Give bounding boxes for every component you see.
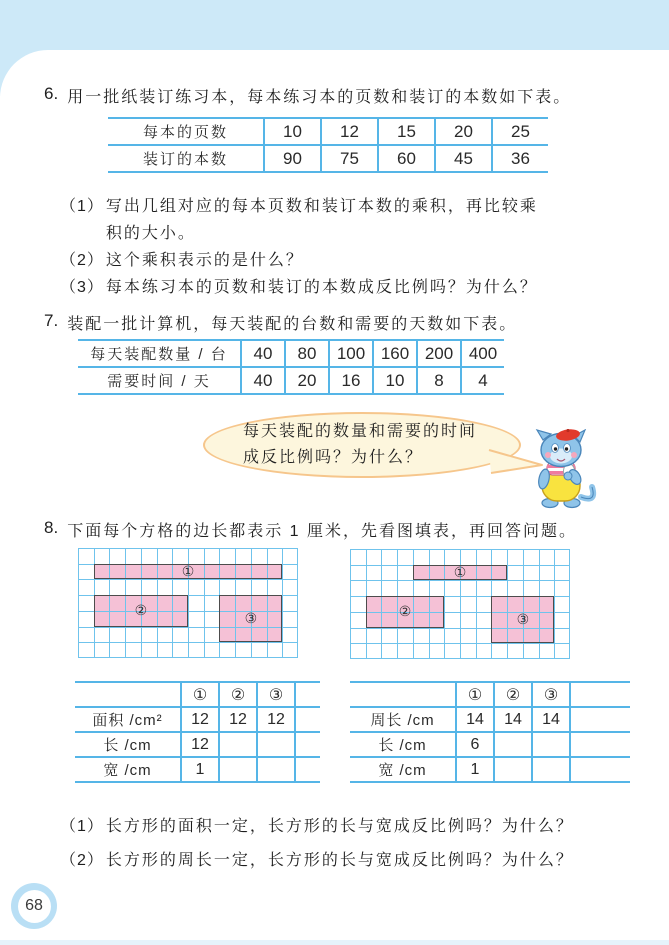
area-fill-table (75, 681, 320, 783)
problem-6-title (44, 84, 571, 107)
speech-bubble (203, 412, 521, 478)
table-cell: 12 (218, 708, 256, 731)
table-cell: 40 (240, 341, 284, 366)
cm-grid-area (78, 548, 298, 658)
table-cell: 45 (434, 146, 491, 171)
table-cell: 40 (240, 368, 284, 393)
table-cell: 14 (455, 708, 493, 731)
bubble-line: 成反比例吗？为什么？ (243, 449, 424, 466)
table-spacer (294, 683, 320, 706)
table-cell: 12 (180, 708, 218, 731)
rectangle-label: ② (398, 603, 412, 620)
table-cell (493, 758, 531, 781)
table-row (75, 756, 320, 781)
problem-number: 7. (44, 311, 59, 330)
table-cell: 400 (460, 341, 504, 366)
question-number: （1） (60, 818, 104, 835)
table-cell: 1 (180, 758, 218, 781)
table-cell: 14 (531, 708, 569, 731)
table-cell: 36 (491, 146, 548, 171)
row-label: 装订的本数 (142, 151, 228, 168)
table-header-row (350, 681, 630, 706)
table-row (78, 339, 504, 366)
row-label: 每天装配数量 / 台 (90, 346, 228, 363)
table-cell: 60 (377, 146, 434, 171)
column-header: ① (180, 683, 218, 706)
rectangle-label: ② (134, 602, 148, 619)
column-header: ① (455, 683, 493, 706)
grid-rectangle (491, 596, 554, 643)
grid-rectangle (413, 565, 507, 581)
question-6-3 (60, 274, 538, 301)
table-cell: 12 (180, 733, 218, 756)
table-row (350, 731, 630, 756)
question-number: （2） (60, 852, 104, 869)
table-cell: 75 (320, 146, 377, 171)
grid-rectangle (94, 564, 283, 580)
table-cell (218, 733, 256, 756)
problem-number: 8. (44, 518, 59, 537)
problem-8-title (44, 518, 577, 541)
perimeter-fill-table (350, 681, 630, 783)
cat-mascot-illustration (521, 429, 603, 509)
row-label: 需要时间 / 天 (107, 373, 211, 390)
row-label: 每本的页数 (142, 124, 228, 141)
table-row (78, 366, 504, 393)
column-header: ② (493, 683, 531, 706)
table-row (75, 706, 320, 731)
table-cell: 90 (263, 146, 320, 171)
page-number: 68 (18, 890, 51, 923)
table-cell (531, 758, 569, 781)
computers-days-table (78, 339, 504, 395)
table-cell (256, 733, 294, 756)
row-label: 宽 /cm (103, 762, 152, 779)
question-number: （3） (60, 279, 104, 296)
table-cell: 80 (284, 341, 328, 366)
problem-number: 6. (44, 84, 59, 103)
question-6-1 (60, 193, 538, 247)
table-cell: 12 (320, 119, 377, 144)
table-cell: 6 (455, 733, 493, 756)
table-cell: 14 (493, 708, 531, 731)
table-cell: 100 (328, 341, 372, 366)
table-corner (75, 683, 180, 706)
table-row (108, 117, 548, 144)
table-cell: 25 (491, 119, 548, 144)
problem-7-title (44, 311, 517, 334)
cm-grid-perimeter (350, 549, 570, 659)
question-8-1 (60, 813, 574, 840)
grid-rectangle (94, 595, 188, 626)
table-row (350, 706, 630, 731)
question-number: （2） (60, 252, 104, 269)
table-spacer (569, 708, 630, 731)
pages-copies-table (108, 117, 548, 173)
column-header: ② (218, 683, 256, 706)
rectangle-label: ① (453, 564, 467, 581)
table-cell: 10 (263, 119, 320, 144)
table-row (108, 144, 548, 171)
table-cell: 4 (460, 368, 504, 393)
table-spacer (569, 733, 630, 756)
table-cell: 20 (434, 119, 491, 144)
grid-rectangle (219, 595, 282, 642)
table-cell (531, 733, 569, 756)
column-header: ③ (531, 683, 569, 706)
question-text: 这个乘积表示的是什么？ (105, 252, 304, 269)
question-text: 写出几组对应的每本页数和装订本数的乘积，再比较乘 积的大小。 (105, 198, 538, 242)
page-number-badge (11, 883, 57, 929)
table-header-row (75, 681, 320, 706)
table-spacer (569, 758, 630, 781)
row-label: 周长 /cm (370, 712, 435, 729)
table-cell: 8 (416, 368, 460, 393)
bubble-line: 每天装配的数量和需要的时间 (243, 423, 478, 440)
table-row (350, 756, 630, 781)
question-number: （1） (60, 198, 104, 215)
row-label: 面积 /cm² (92, 712, 163, 729)
table-cell: 200 (416, 341, 460, 366)
question-text: 每本练习本的页数和装订的本数成反比例吗？为什么？ (105, 279, 538, 296)
table-cell: 16 (328, 368, 372, 393)
table-cell (493, 733, 531, 756)
grid-rectangle (366, 596, 445, 627)
table-corner (350, 683, 455, 706)
question-8-2 (60, 847, 574, 874)
question-text: 长方形的面积一定，长方形的长与宽成反比例吗？为什么？ (105, 818, 574, 835)
table-cell: 15 (377, 119, 434, 144)
column-header: ③ (256, 683, 294, 706)
problem-text: 装配一批计算机，每天装配的台数和需要的天数如下表。 (67, 316, 518, 333)
table-cell: 1 (455, 758, 493, 781)
table-spacer (569, 683, 630, 706)
question-6-2 (60, 247, 304, 274)
table-cell: 10 (372, 368, 416, 393)
table-spacer (294, 733, 320, 756)
row-label: 长 /cm (103, 737, 152, 754)
rectangle-label: ③ (516, 611, 530, 628)
problem-text: 下面每个方格的边长都表示 1 厘米，先看图填表，再回答问题。 (67, 523, 577, 540)
table-cell: 12 (256, 708, 294, 731)
problem-text: 用一批纸装订练习本，每本练习本的页数和装订的本数如下表。 (67, 89, 572, 106)
rectangle-label: ① (181, 563, 195, 580)
table-row (75, 731, 320, 756)
question-text: 长方形的周长一定，长方形的长与宽成反比例吗？为什么？ (105, 852, 574, 869)
row-label: 长 /cm (378, 737, 427, 754)
row-label: 宽 /cm (378, 762, 427, 779)
table-spacer (294, 758, 320, 781)
rectangle-label: ③ (244, 610, 258, 627)
table-spacer (294, 708, 320, 731)
table-cell: 20 (284, 368, 328, 393)
table-cell (218, 758, 256, 781)
table-cell: 160 (372, 341, 416, 366)
table-cell (256, 758, 294, 781)
